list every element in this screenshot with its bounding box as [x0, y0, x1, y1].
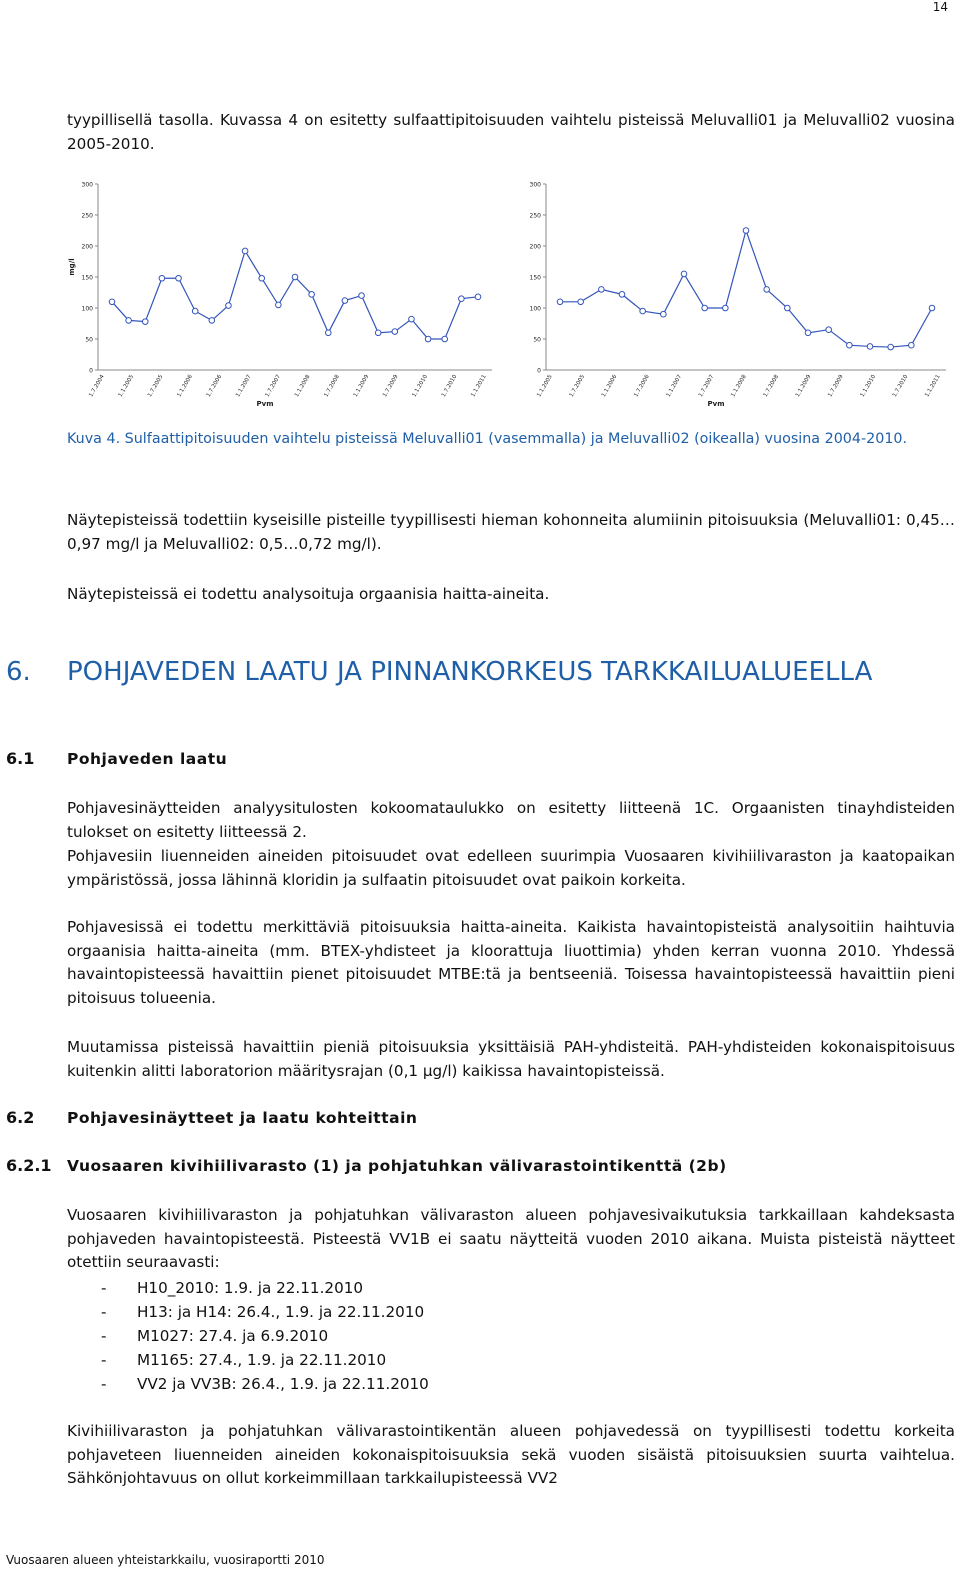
- data-point: [442, 336, 448, 342]
- x-tick-label: 1.1.2010: [859, 374, 878, 399]
- data-point: [599, 287, 605, 293]
- data-point: [640, 308, 646, 314]
- data-point: [259, 275, 265, 281]
- data-point: [359, 293, 365, 299]
- data-point: [475, 294, 481, 300]
- subsection-title: Pohjavesinäytteet ja laatu kohteittain: [67, 1109, 418, 1127]
- y-tick-label: 250: [529, 212, 541, 220]
- x-tick-label: 1.1.2007: [235, 374, 253, 399]
- y-tick-label: 200: [81, 243, 93, 251]
- data-point: [681, 271, 687, 277]
- paragraph-havaintopisteet: Vuosaaren kivihiilivaraston ja pohjatuhkan välivaraston alueen pohjavesivaikutuksia tarkkaillaan kahdeksasta pohjaveden havaintopisteestä. Pisteestä VV1B ei saatu näytteitä vuoden 2010 aikana. Muista pisteistä näytteet otettiin seuraavasti:: [67, 1206, 955, 1271]
- data-point: [619, 292, 625, 298]
- y-tick-label: 150: [81, 274, 93, 282]
- y-tick-label: 150: [529, 274, 541, 282]
- y-tick-label: 100: [529, 305, 541, 313]
- subsubsection-number: 6.2.1: [6, 1156, 52, 1175]
- page-number: 14: [932, 0, 948, 14]
- x-tick-label: 1.1.2005: [117, 374, 136, 399]
- x-tick-label: 1.7.2007: [697, 374, 716, 399]
- data-point: [276, 302, 282, 308]
- page-footer: Vuosaaren alueen yhteistarkkailu, vuosiraportti 2010: [6, 1553, 325, 1567]
- y-tick-label: 50: [533, 336, 541, 344]
- series-line: [112, 251, 478, 339]
- list-item: - M1165: 27.4., 1.9. ja 22.11.2010: [101, 1351, 387, 1369]
- data-point: [867, 344, 873, 350]
- x-tick-label: 1.7.2010: [440, 374, 459, 399]
- y-tick-label: 250: [81, 212, 93, 220]
- data-point: [142, 319, 148, 325]
- paragraph-orgaanisia: Näytepisteissä ei todettu analysoituja orgaanisia haitta-aineita.: [67, 585, 550, 603]
- x-tick-label: 1.1.2008: [730, 374, 748, 399]
- y-tick-label: 300: [529, 181, 541, 189]
- section-number: 6.: [6, 657, 31, 687]
- data-point: [847, 342, 853, 348]
- data-point: [392, 329, 398, 335]
- list-item: - VV2 ja VV3B: 26.4., 1.9. ja 22.11.2010: [101, 1375, 429, 1393]
- x-tick-label: 1.7.2010: [891, 374, 910, 399]
- x-tick-label: 1.7.2005: [568, 374, 587, 399]
- paragraph-alumiini: Näytepisteissä todettiin kyseisille pisteille tyypillisesti hieman kohonneita alumiinin pitoisuuksia (Meluvalli01: 0,45…0,97 mg/l ja Meluvalli02: 0,5…0,72 mg/l).: [67, 511, 955, 553]
- data-point: [375, 330, 381, 336]
- data-point: [176, 275, 182, 281]
- x-tick-label: 1.1.2007: [665, 374, 684, 399]
- data-point: [661, 311, 667, 317]
- figure-caption: Kuva 4. Sulfaattipitoisuuden vaihtelu pisteissä Meluvalli01 (vasemmalla) ja Meluvalli02 (oikealla) vuosina 2004-2010.: [67, 431, 908, 447]
- data-point: [826, 327, 832, 333]
- data-point: [159, 275, 165, 281]
- data-point: [409, 316, 415, 322]
- list-item: - M1027: 27.4. ja 6.9.2010: [101, 1327, 329, 1345]
- y-tick-label: 0: [537, 367, 541, 375]
- subsection-number: 6.1: [6, 749, 35, 768]
- section-title: POHJAVEDEN LAATU JA PINNANKORKEUS TARKKAILUALUEELLA: [67, 657, 873, 687]
- data-point: [723, 305, 729, 311]
- y-axis-label: mg/l: [68, 258, 76, 276]
- x-tick-label: 1.7.2008: [762, 374, 781, 399]
- data-point: [126, 318, 132, 324]
- x-tick-label: 1.1.2006: [600, 374, 619, 399]
- data-point: [209, 318, 215, 324]
- chart-meluvalli02: [530, 182, 946, 409]
- data-point: [764, 287, 770, 293]
- x-tick-label: 1.1.2008: [293, 374, 312, 399]
- data-point: [743, 228, 749, 234]
- x-tick-label: 1.1.2009: [794, 374, 813, 399]
- data-point: [292, 274, 298, 280]
- subsection-number: 6.2: [6, 1108, 35, 1127]
- data-point: [888, 344, 894, 350]
- paragraph-pah: Muutamissa pisteissä havaittiin pieniä pitoisuuksia yksittäisiä PAH-yhdisteitä. PAH-yhdisteiden kokonaispitoisuus kuitenkin alitti laboratorion määritysrajan (0,1 µg/l) kaikissa havaintopisteissä.: [67, 1038, 955, 1080]
- x-tick-label: 1.1.2011: [470, 374, 488, 399]
- x-tick-label: 1.1.2009: [352, 374, 371, 399]
- x-tick-label: 1.1.2006: [176, 374, 194, 399]
- x-axis-label: Pvm: [707, 400, 725, 408]
- data-point: [325, 330, 331, 336]
- x-tick-label: 1.7.2004: [88, 374, 106, 399]
- y-tick-label: 200: [529, 243, 541, 251]
- x-tick-label: 1.1.2011: [924, 374, 942, 399]
- data-point: [702, 305, 708, 311]
- x-tick-label: 1.7.2007: [264, 374, 283, 399]
- chart-meluvalli01: [68, 182, 492, 409]
- y-tick-label: 0: [89, 367, 93, 375]
- data-point: [785, 305, 791, 311]
- sampling-list: [101, 1276, 429, 1396]
- y-tick-label: 50: [85, 336, 93, 344]
- data-point: [242, 248, 248, 254]
- x-tick-label: 1.7.2005: [147, 374, 165, 399]
- series-line: [560, 231, 932, 348]
- x-axis-label: Pvm: [256, 400, 274, 408]
- data-point: [909, 342, 915, 348]
- y-tick-label: 100: [81, 305, 93, 313]
- data-point: [557, 299, 563, 305]
- list-item: - H13: ja H14: 26.4., 1.9. ja 22.11.2010: [101, 1303, 425, 1321]
- sulfate-charts: [60, 172, 950, 412]
- x-tick-label: 1.1.2010: [411, 374, 429, 399]
- data-point: [578, 299, 584, 305]
- x-tick-label: 1.7.2008: [323, 374, 341, 399]
- data-point: [226, 303, 232, 309]
- x-tick-label: 1.7.2009: [827, 374, 845, 399]
- paragraph-liuenneet: Pohjavesiin liuenneiden aineiden pitoisuudet ovat edelleen suurimpia Vuosaaren kivihiilivaraston ja kaatopaikan ympäristössä, jossa lähinnä kloridin ja sulfaatin pitoisuudet ovat paikoin korkeita.: [67, 847, 955, 889]
- paragraph-haitta-aineet: Pohjavesissä ei todettu merkittäviä pitoisuuksia haitta-aineita. Kaikista havaintopisteistä analysoitiin haihtuvia orgaanisia haitta-aineita (mm. BTEX-yhdisteet ja kloorattuja liuottimia) yhden kerran vuonna 2010. Yhdessä havaintopisteessä havaittiin pienet pitoisuudet MTBE:tä ja bentseeniä. Toisessa havaintopisteessä havaittiin pieni pitoisuus tolueenia.: [67, 918, 955, 1007]
- x-tick-label: 1.7.2006: [205, 374, 224, 399]
- paragraph-intro: tyypillisellä tasolla. Kuvassa 4 on esitetty sulfaattipitoisuuden vaihtelu pisteissä Meluvalli01 ja Meluvalli02 vuosina 2005-2010.: [67, 111, 955, 153]
- data-point: [425, 336, 431, 342]
- data-point: [192, 308, 198, 314]
- list-item: - H10_2010: 1.9. ja 22.11.2010: [101, 1279, 364, 1297]
- data-point: [929, 305, 935, 311]
- y-tick-label: 300: [81, 181, 93, 189]
- paragraph-kivihiilivarasto: Kivihiilivaraston ja pohjatuhkan välivarastointikentän alueen pohjavedessä on tyypillisesti todettu korkeita pohjaveteen liuenneiden aineiden kokonaispitoisuuksia sekä vuoden sisäistä pitoisuuksien suurta vaihtelua. Sähkönjohtavuus on ollut korkeimmillaan tarkkailupisteessä VV2: [67, 1422, 955, 1487]
- data-point: [109, 299, 115, 305]
- x-tick-label: 1.1.2005: [536, 374, 554, 399]
- paragraph-kokoomataulukko: Pohjavesinäytteiden analyysitulosten kokoomataulukko on esitetty liitteenä 1C. Orgaanisten tinayhdisteiden tulokset on esitetty liitteessä 2.: [67, 799, 955, 841]
- x-tick-label: 1.7.2009: [382, 374, 400, 399]
- data-point: [459, 296, 465, 302]
- data-point: [309, 292, 315, 298]
- subsection-title: Pohjaveden laatu: [67, 750, 228, 768]
- subsubsection-title: Vuosaaren kivihiilivarasto (1) ja pohjatuhkan välivarastointikenttä (2b): [67, 1157, 727, 1175]
- x-tick-label: 1.7.2006: [633, 374, 651, 399]
- data-point: [342, 298, 348, 304]
- data-point: [805, 330, 811, 336]
